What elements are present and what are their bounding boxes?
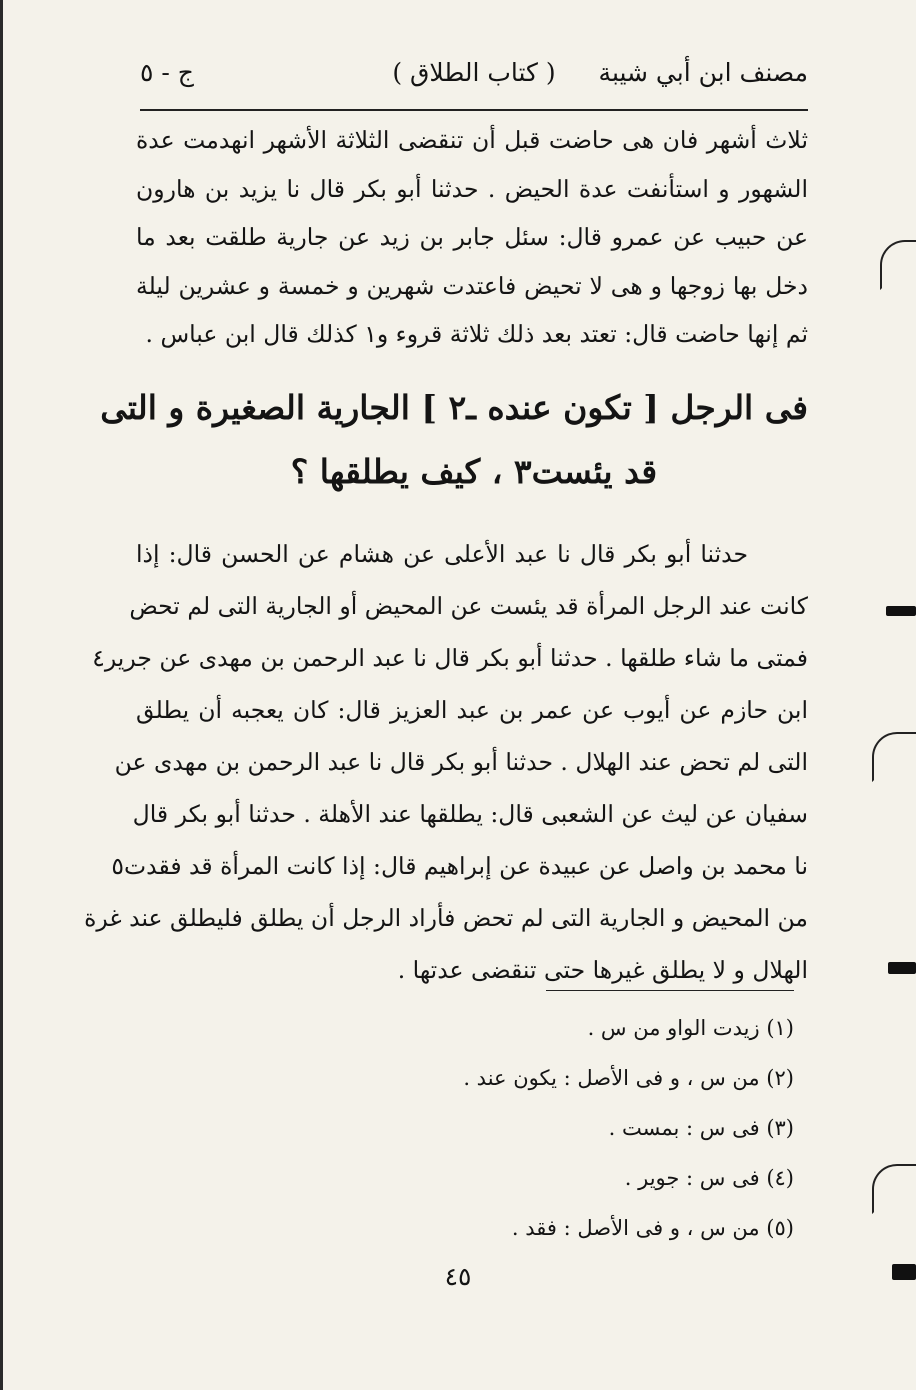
footnote-rule <box>546 990 794 991</box>
text-line: من المحيض و الجارية التى لم تحض فأراد الرجل أن يطلق فليطلق عند غرة <box>84 904 808 932</box>
text-line: التى لم تحض عند الهلال . حدثنا أبو بكر قال نا عبد الرحمن بن مهدى عن <box>114 748 808 776</box>
footnote: (٤) فى س : جوير . <box>624 1166 794 1190</box>
text-line: ابن حازم عن أيوب عن عمر بن عبد العزيز قال: كان يعجبه أن يطلق <box>136 696 808 724</box>
section-heading-line-1: فى الرجل [ تكون عنده ـ٢ ] الجارية الصغيرة و التى <box>100 388 808 427</box>
text-line: دخل بها زوجها و هى لا تحيض فاعتدت شهرين و خمسة و عشرين ليلة <box>136 271 808 300</box>
text-line: ثلاث أشهر فان هى حاضت قبل أن تنقضى الثلاثة الأشهر انهدمت عدة <box>136 126 808 154</box>
text-line: كانت عند الرجل المرأة قد يئست عن المحيض أو الجارية التى لم تحض <box>129 592 808 620</box>
text-line: الهلال و لا يطلق غيرها حتى تنقضى عدتها . <box>397 956 808 984</box>
footnotes <box>300 1004 794 1254</box>
header-rule <box>140 109 808 111</box>
text-line: نا محمد بن واصل عن عبيدة عن إبراهيم قال: إذا كانت المرأة قد فقدت٥ <box>111 852 808 880</box>
scan-mark <box>888 962 916 974</box>
paragraph-1 <box>136 116 808 359</box>
running-header <box>140 52 808 100</box>
text-line: حدثنا أبو بكر قال نا عبد الأعلى عن هشام عن الحسن قال: إذا <box>136 540 748 568</box>
paragraph-2 <box>84 528 808 996</box>
footnote: (١) زيدت الواو من س . <box>587 1016 794 1040</box>
section-heading-line-2: قد يئست٣ ، كيف يطلقها ؟ <box>290 452 658 491</box>
scan-mark <box>872 732 916 782</box>
scan-mark <box>886 606 916 616</box>
text-line: ثم إنها حاضت قال: تعتد بعد ذلك ثلاثة قروء و١ كذلك قال ابن عباس . <box>145 320 808 348</box>
footnote: (٣) فى س : بمست . <box>608 1116 794 1140</box>
text-line: سفيان عن ليث عن الشعبى قال: يطلقها عند الأهلة . حدثنا أبو بكر قال <box>132 800 808 828</box>
volume-number: ج - ٥ <box>140 58 194 87</box>
chapter-title: ( كتاب الطلاق ) <box>392 58 556 87</box>
scan-mark <box>880 240 916 290</box>
book-title: مصنف ابن أبي شيبة <box>598 58 808 87</box>
footnote: (٥) من س ، و فى الأصل : فقد . <box>511 1216 794 1240</box>
text-line: عن حبيب عن عمرو قال: سئل جابر بن زيد عن جارية طلقت بعد ما <box>136 223 808 251</box>
page-number: ٤٥ <box>444 1262 472 1291</box>
text-line: الشهور و استأنفت عدة الحيض . حدثنا أبو بكر قال نا يزيد بن هارون <box>136 174 808 203</box>
footnote: (٢) من س ، و فى الأصل : يكون عند . <box>463 1066 794 1090</box>
scan-mark <box>872 1164 916 1214</box>
text-line: فمتى ما شاء طلقها . حدثنا أبو بكر قال نا عبد الرحمن بن مهدى عن جرير٤ <box>92 644 808 672</box>
page-edge <box>0 0 3 1390</box>
scan-mark <box>892 1264 916 1280</box>
